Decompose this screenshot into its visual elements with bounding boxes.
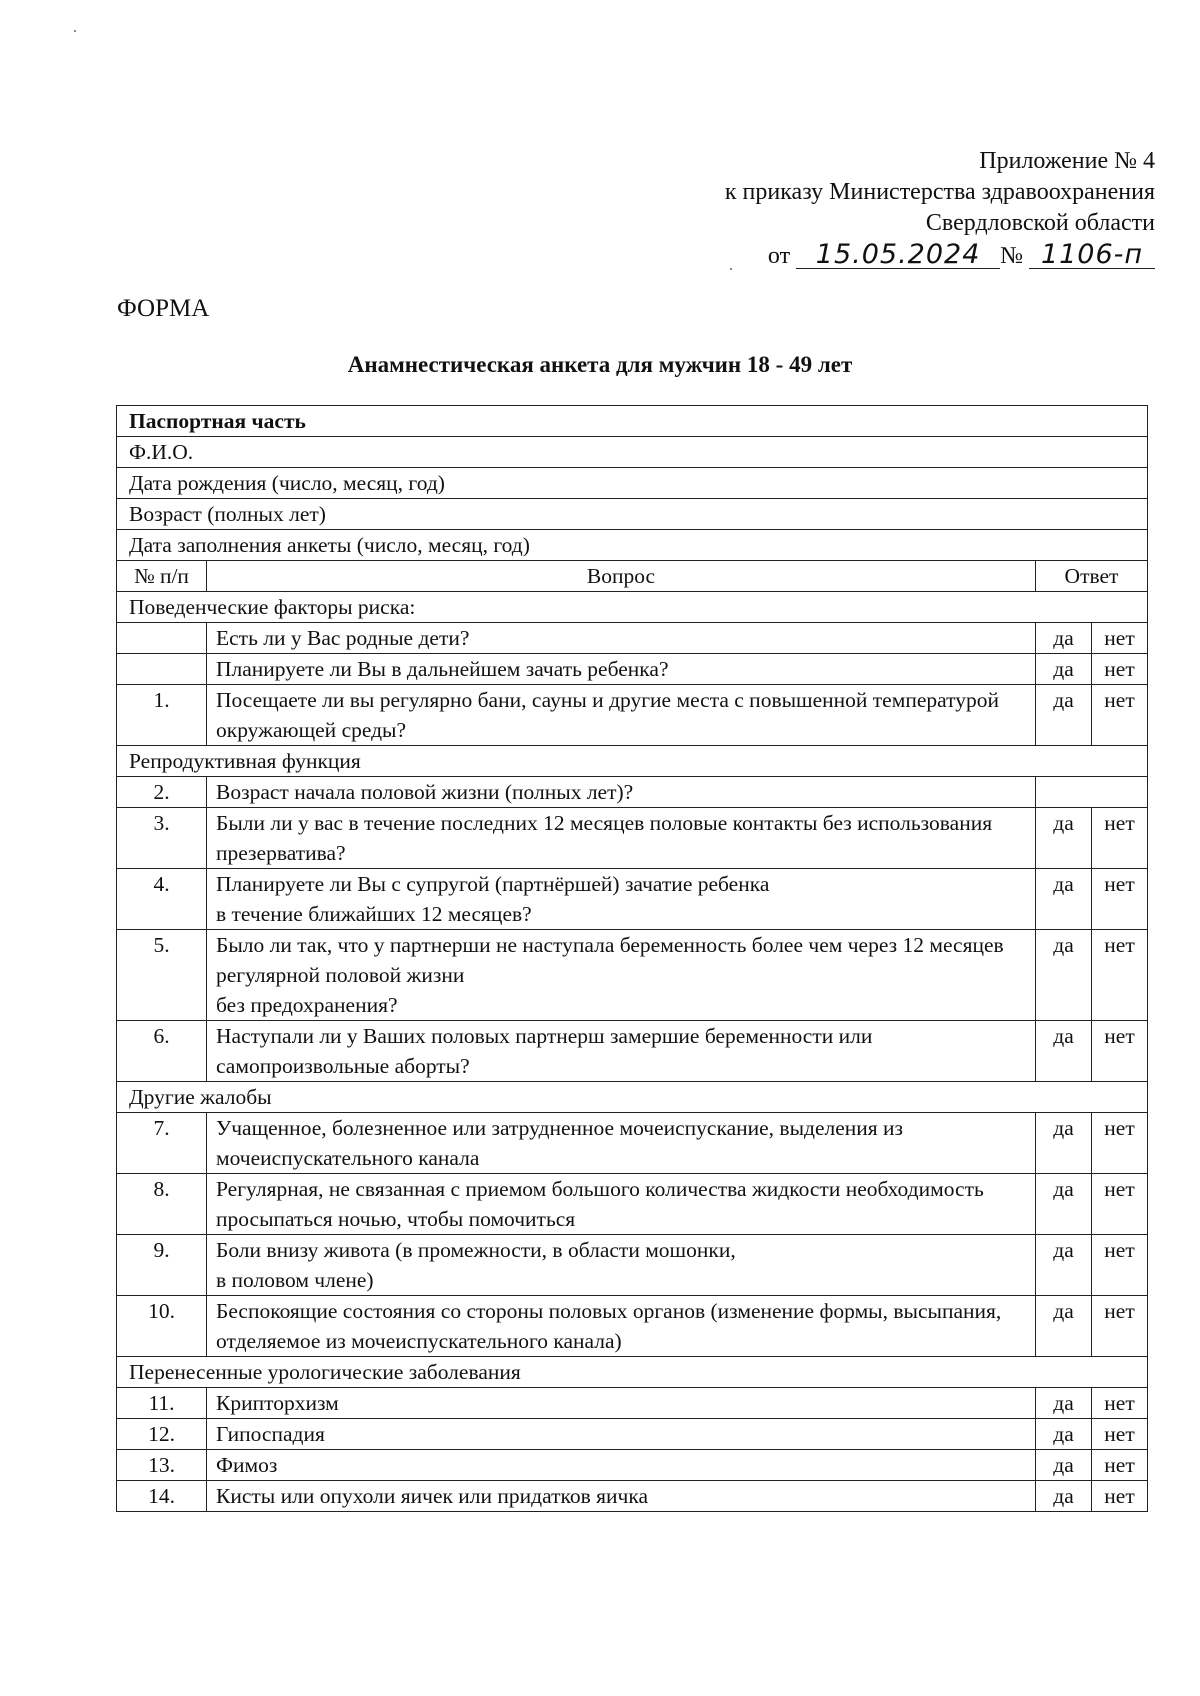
- table-row: [117, 869, 1148, 930]
- appendix-header: [515, 146, 1155, 272]
- table-row: [117, 808, 1148, 869]
- question-13: Фимоз: [207, 1450, 1036, 1481]
- answer-yes[interactable]: да: [1036, 808, 1092, 869]
- region-name: Свердловской области: [925, 210, 1155, 236]
- row-number: 9.: [117, 1235, 207, 1296]
- answer-no[interactable]: нет: [1092, 623, 1148, 654]
- handwritten-order-number: 1106-п: [1029, 242, 1155, 269]
- section-reproductive: Репродуктивная функция: [117, 746, 1148, 777]
- question-4: [207, 869, 1036, 930]
- answer-yes[interactable]: да: [1036, 869, 1092, 930]
- question-9-line-2: в половом члене): [216, 1268, 374, 1292]
- answer-no[interactable]: нет: [1092, 869, 1148, 930]
- age-field[interactable]: Возраст (полных лет): [117, 499, 1148, 530]
- question-7: Учащенное, болезненное или затрудненное мочеиспускание, выделения из мочеиспускательного канала: [207, 1113, 1036, 1174]
- table-row: [117, 406, 1148, 437]
- answer-yes[interactable]: да: [1036, 930, 1092, 1021]
- question-8: Регулярная, не связанная с приемом большого количества жидкости необходимость просыпаться ночью, чтобы помочиться: [207, 1174, 1036, 1235]
- answer-no[interactable]: нет: [1092, 1296, 1148, 1357]
- passport-heading: Паспортная часть: [117, 406, 1148, 437]
- row-number: 10.: [117, 1296, 207, 1357]
- handwritten-date: 15.05.2024: [796, 242, 1000, 269]
- answer-no[interactable]: нет: [1092, 685, 1148, 746]
- table-row: [117, 654, 1148, 685]
- question-5-line-2: без предохранения?: [216, 993, 398, 1017]
- row-number: 11.: [117, 1388, 207, 1419]
- answer-yes[interactable]: да: [1036, 1021, 1092, 1082]
- question-plan-child: Планируете ли Вы в дальнейшем зачать ребенка?: [207, 654, 1036, 685]
- question-9-line-1: Боли внизу живота (в промежности, в области мошонки,: [216, 1238, 736, 1262]
- answer-no[interactable]: нет: [1092, 930, 1148, 1021]
- answer-yes[interactable]: да: [1036, 1296, 1092, 1357]
- number-label: №: [1000, 243, 1023, 269]
- table-row: [117, 1481, 1148, 1512]
- answer-no[interactable]: нет: [1092, 1113, 1148, 1174]
- row-number: 14.: [117, 1481, 207, 1512]
- question-4-line-1: Планируете ли Вы с супругой (партнёршей) зачатие ребенка: [216, 872, 770, 896]
- question-1: Посещаете ли вы регулярно бани, сауны и другие места с повышенной температурой окружающей среды?: [207, 685, 1036, 746]
- appendix-number: Приложение № 4: [979, 148, 1155, 174]
- row-number: 1.: [117, 685, 207, 746]
- table-row: [117, 623, 1148, 654]
- question-4-line-2: в течение ближайших 12 месяцев?: [216, 902, 532, 926]
- row-number: 6.: [117, 1021, 207, 1082]
- answer-yes[interactable]: да: [1036, 685, 1092, 746]
- answer-yes[interactable]: да: [1036, 623, 1092, 654]
- answer-no[interactable]: нет: [1092, 1174, 1148, 1235]
- table-row: [117, 499, 1148, 530]
- question-2: Возраст начала половой жизни (полных лет)?: [207, 777, 1036, 808]
- answer-yes[interactable]: да: [1036, 1419, 1092, 1450]
- question-11: Крипторхизм: [207, 1388, 1036, 1419]
- answer-yes[interactable]: да: [1036, 1450, 1092, 1481]
- question-6: Наступали ли у Ваших половых партнерш замершие беременности или самопроизвольные аборты?: [207, 1021, 1036, 1082]
- row-number: [117, 623, 207, 654]
- answer-no[interactable]: нет: [1092, 1388, 1148, 1419]
- row-number: 8.: [117, 1174, 207, 1235]
- ot-label: от: [767, 243, 791, 269]
- answer-value-field[interactable]: [1036, 777, 1148, 808]
- column-answer-header: Ответ: [1036, 561, 1148, 592]
- row-number: 13.: [117, 1450, 207, 1481]
- answer-yes[interactable]: да: [1036, 654, 1092, 685]
- question-14: Кисты или опухоли яичек или придатков яичка: [207, 1481, 1036, 1512]
- row-number: [117, 654, 207, 685]
- section-row: [117, 746, 1148, 777]
- answer-yes[interactable]: да: [1036, 1481, 1092, 1512]
- table-row: [117, 1419, 1148, 1450]
- order-reference: к приказу Министерства здравоохранения: [724, 179, 1155, 205]
- birth-date-field[interactable]: Дата рождения (число, месяц, год): [117, 468, 1148, 499]
- answer-yes[interactable]: да: [1036, 1235, 1092, 1296]
- table-row: [117, 1296, 1148, 1357]
- table-row: [117, 1021, 1148, 1082]
- section-urologic: Перенесенные урологические заболевания: [117, 1357, 1148, 1388]
- table-header-row: [117, 561, 1148, 592]
- section-row: [117, 1357, 1148, 1388]
- row-number: 2.: [117, 777, 207, 808]
- table-row: [117, 1450, 1148, 1481]
- fill-date-field[interactable]: Дата заполнения анкеты (число, месяц, год): [117, 530, 1148, 561]
- section-row: [117, 592, 1148, 623]
- question-5-line-1: Было ли так, что у партнерши не наступала беременность более чем через 12 месяцев регулярной половой жизни: [216, 933, 1004, 987]
- order-date-line: [515, 241, 1155, 272]
- question-3: Были ли у вас в течение последних 12 месяцев половые контакты без использования презерватива?: [207, 808, 1036, 869]
- scan-speck: [74, 30, 76, 32]
- answer-no[interactable]: нет: [1092, 1481, 1148, 1512]
- section-row: [117, 1082, 1148, 1113]
- answer-yes[interactable]: да: [1036, 1174, 1092, 1235]
- answer-no[interactable]: нет: [1092, 1021, 1148, 1082]
- fio-field[interactable]: Ф.И.О.: [117, 437, 1148, 468]
- section-complaints: Другие жалобы: [117, 1082, 1148, 1113]
- answer-yes[interactable]: да: [1036, 1113, 1092, 1174]
- forma-label: ФОРМА: [117, 295, 210, 322]
- table-row: [117, 685, 1148, 746]
- questionnaire-table: [116, 405, 1148, 1512]
- answer-no[interactable]: нет: [1092, 1419, 1148, 1450]
- question-10: Беспокоящие состояния со стороны половых органов (изменение формы, высыпания, отделяемое из мочеиспускательного канала): [207, 1296, 1036, 1357]
- question-9: [207, 1235, 1036, 1296]
- row-number: 4.: [117, 869, 207, 930]
- section-behavior: Поведенческие факторы риска:: [117, 592, 1148, 623]
- question-children: Есть ли у Вас родные дети?: [207, 623, 1036, 654]
- column-number-header: № п/п: [117, 561, 207, 592]
- row-number: 12.: [117, 1419, 207, 1450]
- table-row: [117, 777, 1148, 808]
- table-row: [117, 1174, 1148, 1235]
- question-12: Гипоспадия: [207, 1419, 1036, 1450]
- row-number: 5.: [117, 930, 207, 1021]
- table-row: [117, 468, 1148, 499]
- table-row: [117, 930, 1148, 1021]
- answer-yes[interactable]: да: [1036, 1388, 1092, 1419]
- answer-no[interactable]: нет: [1092, 654, 1148, 685]
- question-5: [207, 930, 1036, 1021]
- table-row: [117, 437, 1148, 468]
- answer-no[interactable]: нет: [1092, 808, 1148, 869]
- table-row: [117, 1235, 1148, 1296]
- row-number: 7.: [117, 1113, 207, 1174]
- table-row: [117, 1388, 1148, 1419]
- row-number: 3.: [117, 808, 207, 869]
- column-question-header: Вопрос: [207, 561, 1036, 592]
- table-row: [117, 530, 1148, 561]
- document-title: Анамнестическая анкета для мужчин 18 - 49 лет: [347, 352, 853, 377]
- answer-no[interactable]: нет: [1092, 1235, 1148, 1296]
- answer-no[interactable]: нет: [1092, 1450, 1148, 1481]
- table-row: [117, 1113, 1148, 1174]
